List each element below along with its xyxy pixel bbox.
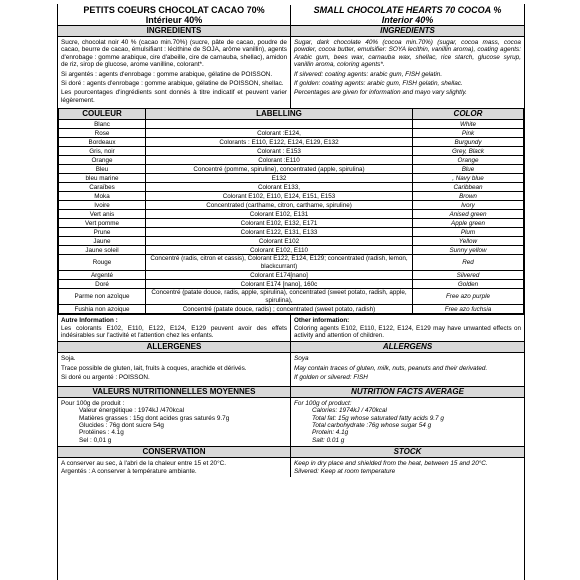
header-fr — [58, 5, 291, 25]
labelling-text: Colorant :E124, — [146, 129, 413, 138]
labelling-row — [59, 156, 524, 165]
labelling-text: Colorant E102, E110 — [146, 246, 413, 255]
nutrition-fr-line: Protéines : 4.1g — [79, 429, 124, 437]
nutrition-fr — [58, 398, 291, 446]
other-info-fr-heading: Autre Information : — [61, 317, 118, 325]
storage-en — [291, 458, 524, 477]
nutrition-en-line: Salt: 0.01 g — [312, 436, 345, 444]
ingredients-fr-line: Si doré : agents d'enrobage : gomme arabique, gélatine de POISSON, shellac. — [61, 80, 284, 88]
labelling-text: E132 — [146, 174, 413, 183]
labelling-text: Concentré (patate douce, radis) ; concentrated (sweet potato, radish) — [146, 305, 413, 314]
labelling-row — [59, 219, 524, 228]
nutrition-body — [58, 398, 524, 446]
allergens-en — [291, 353, 524, 385]
labelling-rows — [59, 120, 524, 314]
nutrition-en-line: Calories: 1974kJ / 470kcal — [312, 407, 387, 415]
storage-heading-fr: CONSERVATION — [58, 446, 291, 458]
labelling-color-fr: Bleu — [59, 165, 146, 174]
labelling-color-fr: Ivoire — [59, 201, 146, 210]
ingredients-fr — [58, 37, 291, 108]
ingredients-en — [291, 37, 524, 108]
ingredients-fr-line: Si argentés : agents d'enrobage : gomme arabique, gélatine de POISSON. — [61, 70, 273, 78]
labelling-row — [59, 255, 524, 271]
allergens-en-line: Soya — [294, 355, 309, 363]
labelling-color-en: Pink — [413, 129, 524, 138]
labelling-color-fr: Bordeaux — [59, 138, 146, 147]
fr-subtitle: Intérieur 40% — [145, 15, 203, 25]
labelling-row — [59, 280, 524, 289]
col-color: COLOR — [413, 109, 524, 120]
fr-title: PETITS COEURS CHOCOLAT CACAO 70% — [83, 5, 265, 15]
labelling-color-fr: Prune — [59, 228, 146, 237]
labelling-text: Colorant E102, E110, E124, E151, E153 — [146, 192, 413, 201]
labelling-text: Colorant E174[nano] — [146, 271, 413, 280]
nutrition-en-line: Total fat: 15g whose saturated fatty acids 9.7 g — [312, 414, 444, 422]
labelling-color-en: Golden — [413, 280, 524, 289]
nutrition-headings — [58, 386, 524, 398]
labelling-color-fr: Argenté — [59, 271, 146, 280]
labelling-row — [59, 210, 524, 219]
allergens-en-line: If golden or silvered: FISH — [294, 374, 368, 382]
other-info-fr — [58, 315, 291, 341]
labelling-row — [59, 174, 524, 183]
allergens-fr — [58, 353, 291, 385]
nutrition-fr-line: Valeur énergétique : 1974kJ /470kcal — [79, 407, 185, 415]
allergens-fr-line: Si doré ou argenté : POISSON. — [61, 374, 150, 382]
other-info-en — [291, 315, 524, 341]
labelling-text: Colorant E122, E131, E133 — [146, 228, 413, 237]
labelling-text: Colorant E133, — [146, 183, 413, 192]
labelling-text: Colorant :E110 — [146, 156, 413, 165]
other-info-en-text: Coloring agents E102, E110, E122, E124, E129 may have unwanted effects on activity and attention of children. — [294, 324, 521, 340]
labelling-text: Colorant E102, E131 — [146, 210, 413, 219]
labelling-color-fr: Rose — [59, 129, 146, 138]
storage-headings — [58, 446, 524, 458]
storage-fr — [58, 458, 291, 477]
ingredients-en-line: If silvered: coating agents: arabic gum, FISH gelatin. — [294, 70, 443, 78]
labelling-color-fr: Caraïbes — [59, 183, 146, 192]
labelling-row — [59, 271, 524, 280]
labelling-row — [59, 192, 524, 201]
allergens-body — [58, 353, 524, 385]
labelling-color-en: Sunny yellow — [413, 246, 524, 255]
labelling-row — [59, 138, 524, 147]
labelling-color-en: Blue — [413, 165, 524, 174]
labelling-color-fr: Gris, noir — [59, 147, 146, 156]
allergens-headings — [58, 341, 524, 353]
header-en — [291, 5, 524, 25]
labelling-color-en: , Navy blue — [413, 174, 524, 183]
labelling-color-fr: Parme non azoïque — [59, 289, 146, 305]
nutrition-heading-fr: VALEURS NUTRITIONNELLES MOYENNES — [58, 386, 291, 398]
ingredients-headings — [58, 25, 524, 37]
labelling-color-en: Anised green — [413, 210, 524, 219]
nutrition-fr-line: Matières grasses : 15g dont acides gras saturés 9.7g — [79, 414, 230, 422]
product-sheet — [57, 4, 525, 580]
ingredients-en-line: Sugar, dark chocolate 40% (cocoa min.70%) (sugar, cocoa mass, cocoa powder, cocoa butter, emulsifier: SOYA lecithin, vanillin aroma), coating agents: Arabic gum, bees wax, carnauba wax, shellac, rice starch, glucose syrup, vanillin aroma, coloring agents*. — [294, 39, 521, 69]
labelling-text: Concentré (patate douce, radis, apple, spirulina), concentrated (sweet potato, radish, apple, spirulina), — [146, 289, 413, 305]
labelling-color-en: Free azo fuchsia — [413, 305, 524, 314]
en-title: SMALL CHOCOLATE HEARTS 70 COCOA % — [313, 5, 502, 15]
col-labelling: LABELLING — [146, 109, 413, 120]
labelling-text: Concentrated (carthame, citron, carthame, spiruline) — [146, 201, 413, 210]
labelling-color-en: Caribbean — [413, 183, 524, 192]
labelling-color-en: Apple green — [413, 219, 524, 228]
labelling-row — [59, 165, 524, 174]
labelling-color-en: Silvered — [413, 271, 524, 280]
allergens-fr-line: Trace possible de gluten, lait, fruits à coques, arachide et dérivés. — [61, 364, 247, 372]
labelling-text: Colorant E102 — [146, 237, 413, 246]
nutrition-en-line: Total carbohydrate :76g whose sugar 54 g — [312, 421, 432, 429]
ingredients-heading-fr: INGREDIENTS — [58, 25, 291, 37]
labelling-color-fr: Jaune soleil — [59, 246, 146, 255]
labelling-color-en: Burgundy — [413, 138, 524, 147]
storage-fr-line: Argentés : A conserver à température ambiante. — [61, 467, 197, 475]
labelling-text: Colorants : E110, E122, E124, E129, E132 — [146, 138, 413, 147]
labelling-color-fr: Jaune — [59, 237, 146, 246]
labelling-text — [146, 120, 413, 129]
storage-en-line: Silvered: Keep at room temperature — [294, 467, 396, 475]
labelling-color-en: Plum — [413, 228, 524, 237]
labelling-text: Concentré (pomme, spiruline), concentrated (apple, spirulina) — [146, 165, 413, 174]
nutrition-en-line: Protein: 4.1g — [312, 429, 349, 437]
ingredients-fr-line: Sucre, chocolat noir 40 % (cacao min.70%) (sucre, pâte de cacao, poudre de cacao, beurre de cacao, émulsifiant : lécithine de SOJA, arôme vanillin), agents d'enrobage : gomme arabique, cire d'abeille, cire de carnauba, shellac), amidon de riz, sirop de glucose, arome vanilline, colorant*. — [61, 39, 287, 69]
nutrition-fr-line: Sel : 0,01 g — [79, 436, 112, 444]
labelling-row — [59, 147, 524, 156]
nutrition-fr-intro: Pour 100g de produit : — [61, 399, 125, 407]
header — [58, 4, 524, 25]
allergens-fr-line: Soja. — [61, 355, 76, 363]
labelling-color-fr: Moka — [59, 192, 146, 201]
labelling-color-en: Yellow — [413, 237, 524, 246]
ingredients-en-line: Percentages are given for information and mayo vary slightly. — [294, 89, 467, 97]
labelling-row — [59, 129, 524, 138]
labelling-color-fr: Doré — [59, 280, 146, 289]
labelling-row — [59, 228, 524, 237]
labelling-color-en: White — [413, 120, 524, 129]
nutrition-fr-line: Glucides : 76g dont sucre 54g — [79, 421, 164, 429]
nutrition-en — [291, 398, 524, 446]
labelling-row — [59, 305, 524, 314]
allergens-en-line: May contain traces of gluten, milk, nuts, peanuts and their derivated. — [294, 364, 488, 372]
labelling-color-fr: Vert anis — [59, 210, 146, 219]
labelling-color-en: Brown — [413, 192, 524, 201]
labelling-text: Colorant E102, E132, E171 — [146, 219, 413, 228]
labelling-color-en: Ivory — [413, 201, 524, 210]
en-subtitle: Interior 40% — [381, 15, 434, 25]
other-information — [58, 314, 524, 341]
allergens-heading-fr: ALLERGENES — [58, 341, 291, 353]
storage-heading-en: STOCK — [291, 446, 524, 458]
storage-body — [58, 458, 524, 477]
labelling-text: Concentré (radis, citron et cassis), Colorant E122, E124, E129; concentrated (radish, lemon, blackcurrant) — [146, 255, 413, 271]
labelling-color-fr: Orange — [59, 156, 146, 165]
labelling-color-fr: Fushia non azoique — [59, 305, 146, 314]
labelling-color-en: Orange — [413, 156, 524, 165]
nutrition-heading-en: NUTRITION FACTS AVERAGE — [291, 386, 524, 398]
labelling-row — [59, 183, 524, 192]
labelling-row — [59, 120, 524, 129]
labelling-color-en: Free azo purple — [413, 289, 524, 305]
labelling-text: Colorant E174 [nano], 160c — [146, 280, 413, 289]
ingredients-heading-en: INGREDIENTS — [291, 25, 524, 37]
storage-en-line: Keep in dry place and shielded from the heat, between 15 and 20°C. — [294, 460, 488, 468]
labelling-color-en: Red — [413, 255, 524, 271]
other-info-en-heading: Other information: — [294, 317, 350, 325]
ingredients-en-line: If golden: coating agents: arabic gum, FISH gelatin, shellac. — [294, 80, 463, 88]
labelling-row — [59, 237, 524, 246]
labelling-row — [59, 201, 524, 210]
labelling-color-en: Grey, Black — [413, 147, 524, 156]
labelling-color-fr: Blanc — [59, 120, 146, 129]
allergens-heading-en: ALLERGENS — [291, 341, 524, 353]
storage-fr-line: A conserver au sec, à l'abri de la chaleur entre 15 et 20°C. — [61, 460, 227, 468]
labelling-row — [59, 246, 524, 255]
col-couleur: COULEUR — [59, 109, 146, 120]
ingredients-fr-line: Les pourcentages d'ingrédients sont donnés à titre indicatif et peuvent varier légèrement. — [61, 89, 287, 104]
nutrition-en-intro: For 100g of product: — [294, 399, 352, 407]
labelling-text: Colorant : E153 — [146, 147, 413, 156]
labelling-color-fr: bleu marine — [59, 174, 146, 183]
other-info-fr-text: Les colorants E102, E110, E122, E124, E129 peuvent avoir des effets indésirables sur l'activité et l'attention chez les enfants. — [61, 324, 287, 340]
labelling-row — [59, 289, 524, 305]
labelling-color-fr: Vert pomme — [59, 219, 146, 228]
ingredients-body — [58, 37, 524, 108]
labelling-color-fr: Rouge — [59, 255, 146, 271]
labelling-table — [58, 108, 524, 314]
